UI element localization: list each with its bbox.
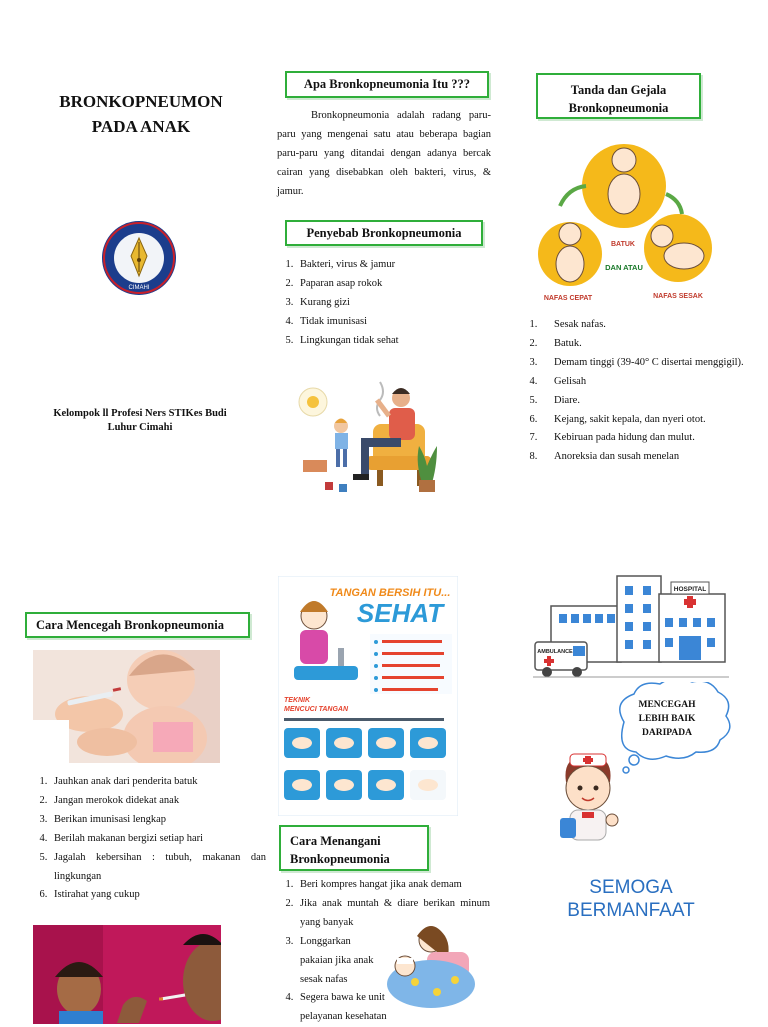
closing-line2: BERMANFAAT	[567, 900, 695, 921]
list-item: 7. Kebiruan pada hidung dan mulut.	[540, 429, 756, 448]
bubble-line2: LEBIH BAIK	[638, 714, 696, 724]
list-item: 1. Jauhkan anak dari penderita batuk	[50, 773, 266, 792]
authors-line2: Luhur Cimahi	[107, 422, 173, 433]
handwashing-poster	[278, 576, 458, 816]
list-item: 3. Demam tinggi (39-40° C disertai menggigil).	[540, 354, 756, 373]
list-item: 4. Tidak imunisasi	[296, 313, 510, 332]
symptoms-heading-line2: Bronkopneumonia	[568, 101, 669, 115]
no-smoking-photo	[33, 925, 221, 1024]
list-item: 3. Kurang gizi	[296, 294, 510, 313]
causes-list	[274, 256, 510, 351]
prevention-heading	[25, 612, 250, 638]
poster-title-line1: TANGAN BERSIH ITU...	[329, 587, 451, 599]
list-item: 4. Gelisah	[540, 373, 756, 392]
cover-title-line1: BRONKOPNEUMON	[59, 92, 223, 111]
list-item: 6. Kejang, sakit kepala, dan nyeri otot.	[540, 411, 756, 430]
list-item: 1. Bakteri, virus & jamur	[296, 256, 510, 275]
label-dan-atau: DAN ATAU	[605, 263, 643, 272]
cover-title	[40, 89, 242, 139]
hospital-sign: HOSPITAL	[673, 586, 707, 593]
hospital-illustration	[533, 574, 729, 678]
logo-label: CIMAHI	[128, 285, 150, 291]
smoking-parent-illustration	[295, 376, 445, 496]
list-item: 1. Beri kompres hangat jika anak demam	[296, 876, 512, 895]
list-item: 3. Berikan imunisasi lengkap	[50, 811, 266, 830]
label-nafas-sesak: NAFAS SESAK	[653, 293, 703, 300]
thought-bubble	[608, 682, 734, 774]
handling-heading-line2: Bronkopneumonia	[290, 852, 390, 866]
symptoms-list	[520, 316, 756, 467]
label-batuk: BATUK	[611, 241, 635, 248]
cover-authors	[40, 407, 240, 435]
cover-title-line2: PADA ANAK	[91, 117, 191, 136]
symptoms-heading-line1: Tanda dan Gejala	[570, 83, 667, 97]
list-item: 5. Diare.	[540, 392, 756, 411]
list-item: 2. Jangan merokok didekat anak	[50, 792, 266, 811]
institution-logo	[101, 220, 177, 296]
list-item: 3. Longgarkan pakaian jika anak sesak nafas	[296, 933, 380, 990]
poster-side-label-line1: TEKNIK	[284, 697, 311, 704]
vaccination-photo	[33, 650, 220, 763]
list-item: 2. Batuk.	[540, 335, 756, 354]
closing-message	[540, 876, 722, 922]
handling-heading-line1: Cara Menangani	[290, 834, 381, 848]
causes-heading	[285, 220, 483, 246]
definition-text: Bronkopneumonia adalah radang paru-paru yang mengenai satu atau beberapa bagian paru-paru yang ditandai dengan adanya bercak cairan yang disebabkan oleh bakteri, virus, & jamur.	[277, 110, 491, 197]
prevention-list	[30, 773, 266, 905]
poster-side-label-line2: MENCUCI TANGAN	[284, 706, 349, 713]
list-item: 4. Berilah makanan bergizi setiap hari	[50, 830, 266, 849]
list-item: 6. Istirahat yang cukup	[50, 886, 266, 905]
closing-line1: SEMOGA	[589, 877, 673, 898]
list-item: 5. Lingkungan tidak sehat	[296, 332, 510, 351]
bubble-line1: MENCEGAH	[638, 700, 696, 710]
list-item: 1. Sesak nafas.	[540, 316, 756, 335]
authors-line1: Kelompok ll Profesi Ners STIKes Budi	[53, 408, 227, 419]
causes-heading-text: Penyebab Bronkopneumonia	[306, 226, 462, 240]
definition-heading-text: Apa Bronkopneumonia Itu ???	[303, 77, 471, 91]
list-item: 8. Anoreksia dan susah menelan	[540, 448, 756, 467]
handling-heading	[279, 825, 429, 871]
list-item: 4. Segera bawa ke unit pelayanan kesehatan	[296, 989, 410, 1027]
symptoms-illustration	[538, 136, 714, 304]
list-item: 2. Jika anak muntah & diare berikan minum yang banyak	[296, 895, 490, 933]
ambulance-label: AMBULANCE	[537, 649, 573, 655]
prevention-heading-text: Cara Mencegah Bronkopneumonia	[36, 618, 224, 632]
nurse-illustration	[552, 748, 624, 844]
label-nafas-cepat: NAFAS CEPAT	[543, 295, 593, 302]
bubble-line3: DARIPADA	[642, 728, 692, 738]
list-item: 5. Jagalah kebersihan : tubuh, makanan dan lingkungan	[50, 849, 266, 887]
definition-heading	[285, 71, 489, 98]
sick-child-illustration	[385, 922, 483, 1012]
symptoms-heading	[536, 73, 701, 119]
list-item: 2. Paparan asap rokok	[296, 275, 510, 294]
poster-title-line2: SEHAT	[356, 598, 444, 628]
